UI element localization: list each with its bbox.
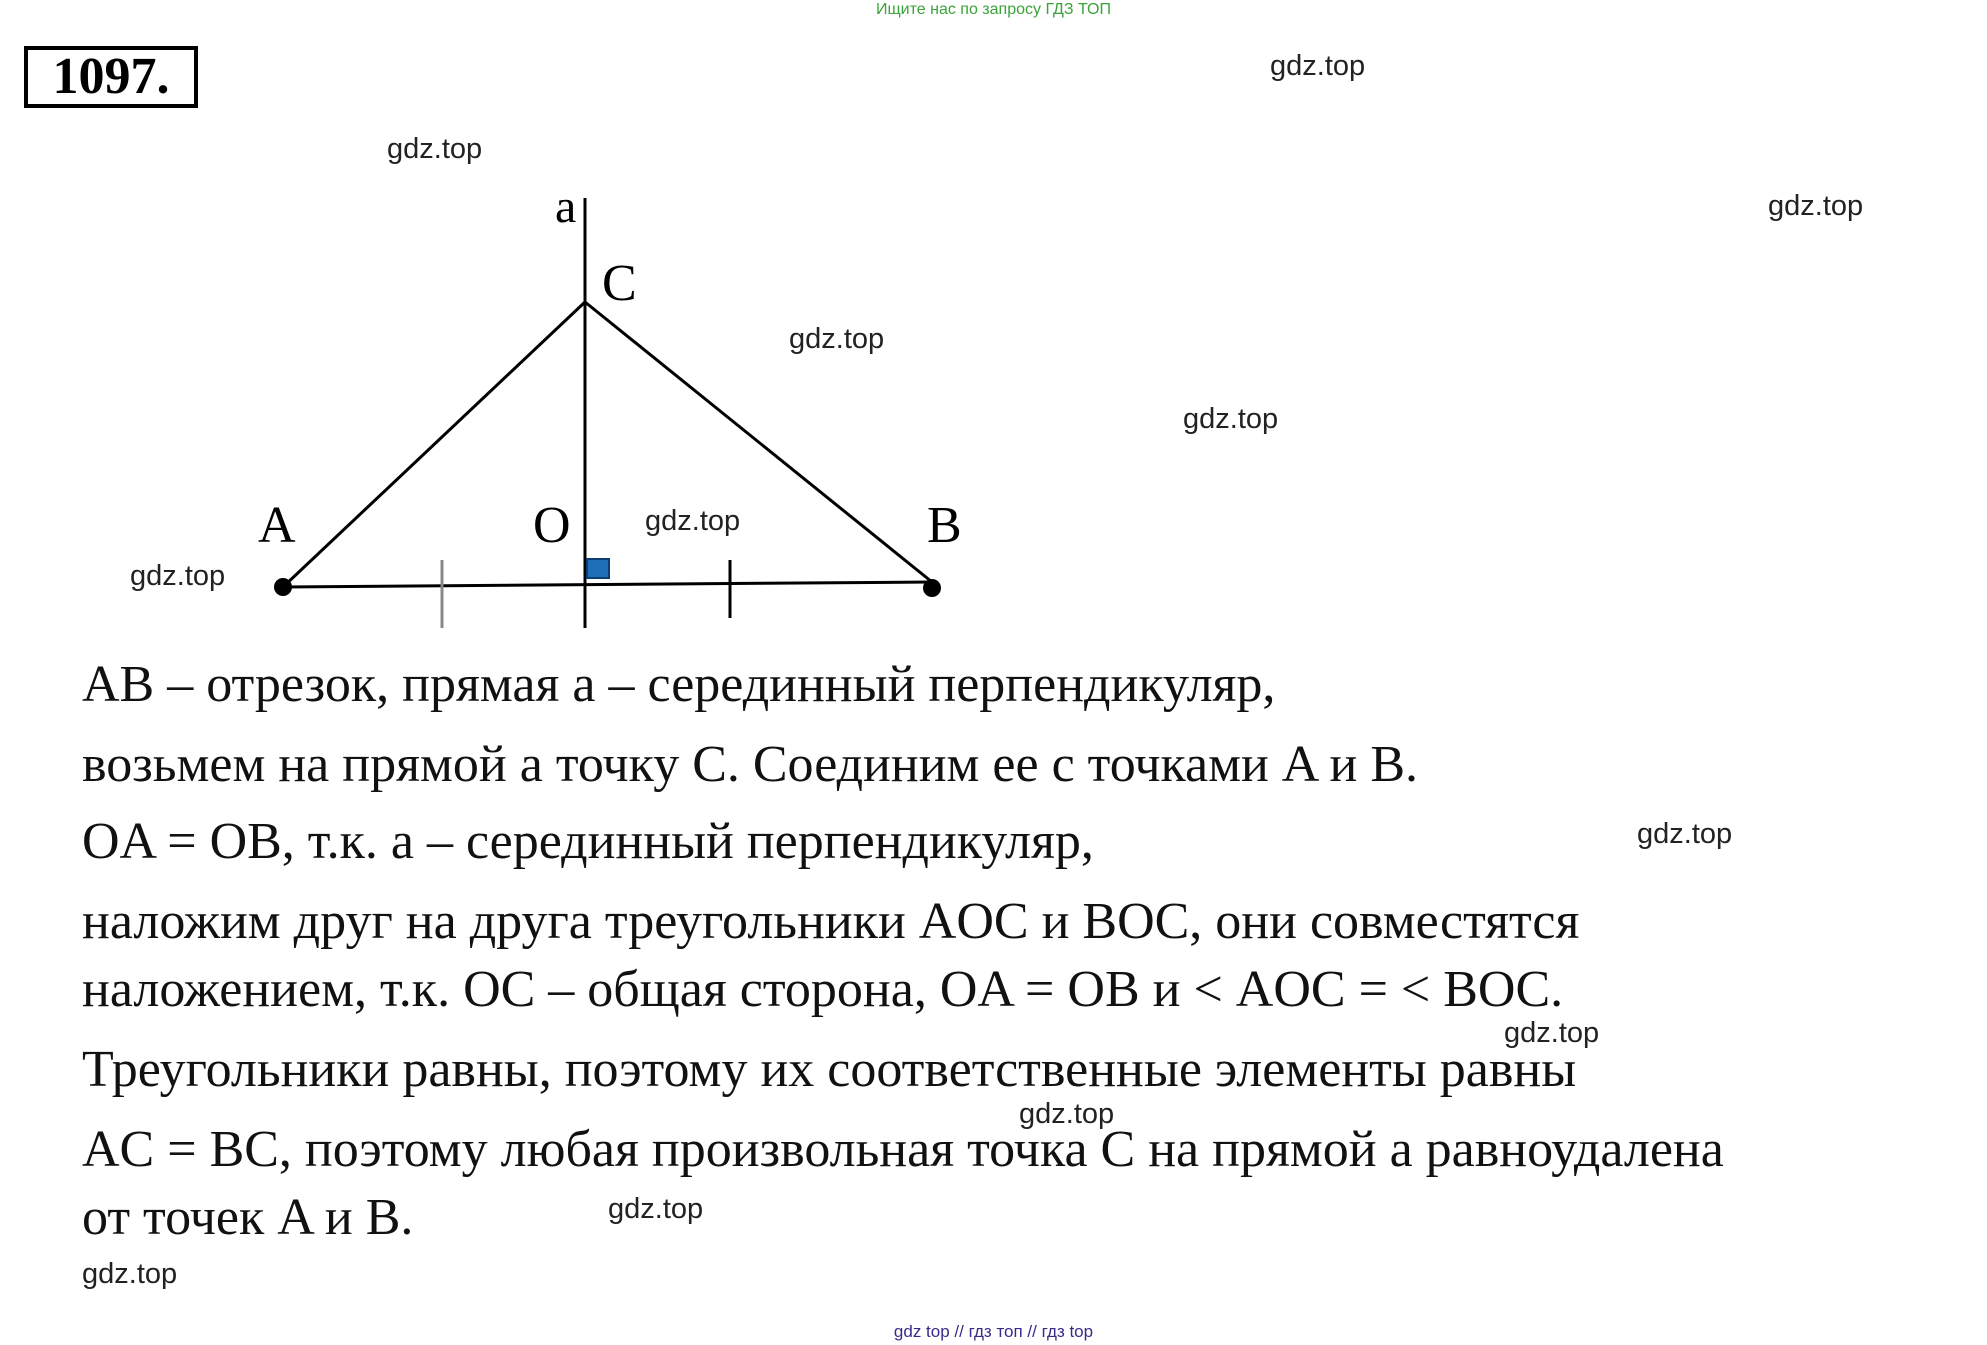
solution-line-3: OA = OB, т.к. a – серединный перпендикуляр,: [82, 813, 1094, 870]
watermark: gdz.top: [1637, 818, 1733, 850]
right-angle-marker: [587, 559, 609, 578]
point-b: [923, 579, 941, 597]
label-c: C: [602, 255, 637, 312]
footer: gdz top // гдз топ // гдз top: [893, 1322, 1094, 1341]
watermark: gdz.top: [1183, 403, 1279, 435]
watermark: gdz.top: [608, 1193, 704, 1225]
solution-line-1: AB – отрезок, прямая a – серединный перпендикуляр,: [82, 656, 1276, 713]
solution-line-4: наложим друг на друга треугольники AOC и BOC, они совместятся: [82, 893, 1580, 950]
solution-line-8: от точек A и B.: [82, 1189, 414, 1246]
watermark: gdz.top: [387, 133, 483, 165]
label-line-a: a: [555, 180, 577, 233]
point-a: [274, 578, 292, 596]
watermark: gdz.top: [1019, 1098, 1115, 1130]
problem-number: 1097.: [24, 46, 198, 108]
watermark: gdz.top: [1270, 50, 1366, 82]
label-o: O: [533, 497, 571, 554]
segment-ab: [283, 582, 932, 587]
label-a: A: [258, 497, 296, 554]
watermark: gdz.top: [1768, 190, 1864, 222]
solution-line-7: AC = BC, поэтому любая произвольная точка C на прямой a равноудалена: [82, 1121, 1724, 1178]
watermark: gdz.top: [82, 1258, 178, 1290]
solution-line-6: Треугольники равны, поэтому их соответственные элементы равны: [82, 1041, 1577, 1098]
watermark: gdz.top: [1504, 1017, 1600, 1049]
solution-line-5: наложением, т.к. OC – общая сторона, OA = OB и < AOC = < BOC.: [82, 961, 1564, 1018]
top-note: Ищите нас по запросу ГДЗ ТОП: [876, 1, 1111, 18]
solution-line-2: возьмем на прямой a точку C. Соединим ее с точками A и B.: [82, 736, 1419, 793]
label-b: B: [927, 497, 962, 554]
watermark: gdz.top: [789, 323, 885, 355]
watermark: gdz.top: [645, 505, 741, 537]
watermark: gdz.top: [130, 560, 226, 592]
